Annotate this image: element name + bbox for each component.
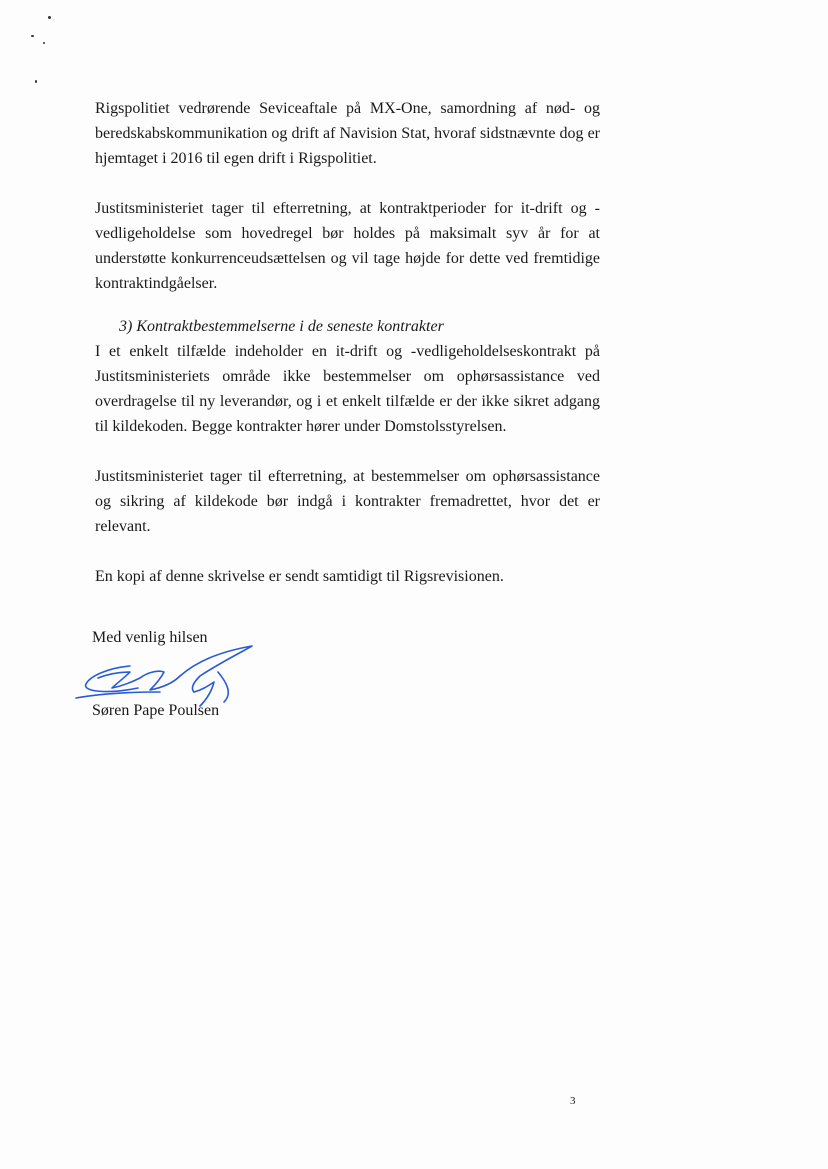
scan-speck: [31, 35, 34, 37]
signer-name: Søren Pape Poulsen: [92, 702, 220, 719]
body-paragraph: Justitsministeriet tager til efterretning, at bestemmelser om ophørsassistance og sikring af kildekode bør indgå i kontrakter fremadrettet, hvor det er relevant.: [95, 468, 600, 535]
scan-speck: [48, 16, 51, 19]
section-heading: 3) Kontraktbestemmelserne i de seneste kontrakter: [119, 318, 444, 335]
letter-body: [95, 96, 600, 589]
scan-speck: [43, 42, 45, 44]
scan-speck: [35, 80, 37, 83]
page-number: 3: [570, 1095, 576, 1107]
closing-salutation: Med venlig hilsen: [92, 629, 208, 646]
body-paragraph: En kopi af denne skrivelse er sendt samtidigt til Rigsrevisionen.: [95, 568, 504, 585]
body-paragraph: Rigspolitiet vedrørende Seviceaftale på MX-One, samordning af nød- og beredskabskommunikation og drift af Navision Stat, hvoraf sidstnævnte dog er hjemtaget i 2016 til egen drift i Rigspolitiet.: [95, 100, 600, 167]
body-paragraph: I et enkelt tilfælde indeholder en it-drift og -vedligeholdelseskontrakt på Justitsministeriets område ikke bestemmelser om ophørsassistance ved overdragelse til ny leverandør, og i et enkelt tilfælde er der ikke sikret adgang til kildekoden. Begge kontrakter hører under Domstolsstyrelsen.: [95, 343, 600, 435]
body-paragraph: Justitsministeriet tager til efterretning, at kontraktperioder for it-drift og -vedligeholdelse som hovedregel bør holdes på maksimalt syv år for at understøtte konkurrenceudsættelsen og vil tage højde for dette ved fremtidige kontraktindgåelser.: [95, 200, 600, 292]
